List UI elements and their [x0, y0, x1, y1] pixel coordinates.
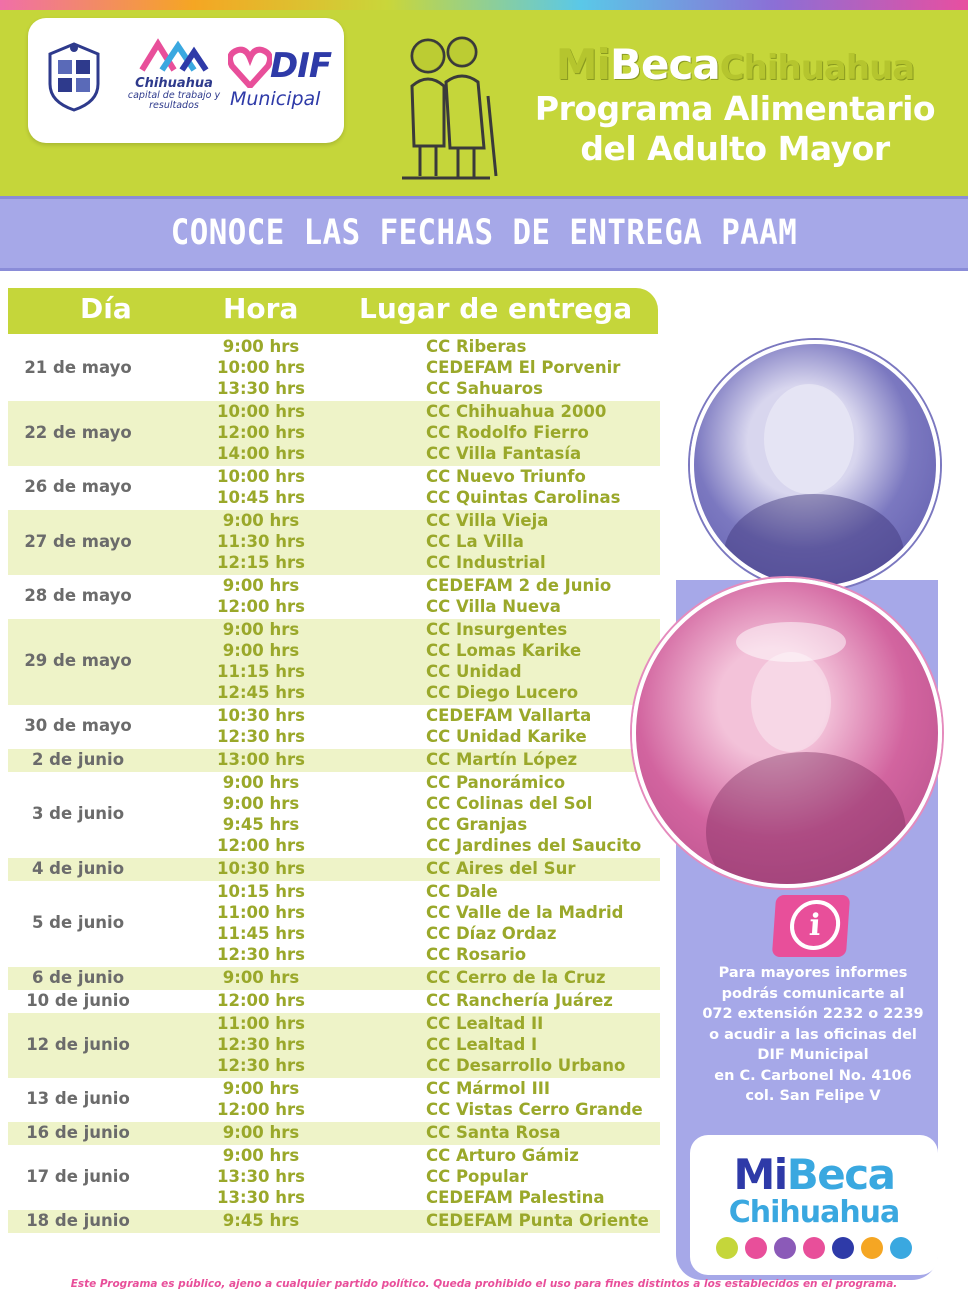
row-day: 21 de mayo [24, 357, 132, 377]
row-hour: 10:00 hrs [217, 402, 305, 421]
row-place: CC Martín López [426, 750, 578, 769]
row-hour: 11:00 hrs [217, 903, 305, 922]
row-day: 29 de mayo [24, 651, 132, 670]
table-row [8, 1210, 660, 1233]
row-place: CC Lealtad II [426, 1014, 544, 1033]
title-programa: Programa Alimentario [534, 89, 936, 128]
row-place: CC Unidad Karike [426, 727, 587, 746]
row-day: 18 de junio [26, 1210, 130, 1230]
program-icons [716, 1237, 916, 1261]
row-place: CC Vistas Cerro Grande [426, 1100, 643, 1119]
row-hour: 9:45 hrs [222, 815, 300, 834]
table-row [8, 1013, 660, 1078]
banner-text: CONOCE LAS FECHAS DE ENTREGA PAAM [170, 213, 798, 253]
table-row [8, 858, 660, 881]
disclaimer: Este Programa es público, ajeno a cualquier partido político. Queda prohibido el uso para fines distintos a los establecidos en el programa. [70, 1278, 898, 1290]
table-row [8, 510, 660, 575]
row-day: 28 de mayo [24, 586, 132, 605]
row-place: CC Díaz Ordaz [426, 924, 557, 943]
row-hour: 9:00 hrs [222, 773, 300, 792]
row-place: CC Quintas Carolinas [426, 488, 621, 507]
table-row [8, 772, 660, 858]
dif-municipal: Municipal [230, 88, 321, 110]
contact-line: col. San Felipe V [745, 1088, 881, 1104]
logo-beca: Beca [786, 1150, 895, 1199]
row-day: 2 de junio [31, 749, 125, 769]
row-hour: 9:00 hrs [222, 576, 300, 595]
title-mibeca [510, 40, 960, 89]
program-icon-4 [803, 1237, 825, 1259]
row-day: 13 de junio [26, 1089, 130, 1108]
row-place: CC Aires del Sur [426, 859, 576, 878]
row-hour: 10:15 hrs [217, 882, 305, 901]
row-hour: 12:00 hrs [217, 836, 305, 855]
row-hour: 9:00 hrs [222, 511, 300, 530]
row-hour: 9:00 hrs [222, 641, 300, 660]
row-day: 27 de mayo [24, 531, 132, 551]
row-place: CEDEFAM 2 de Junio [426, 576, 612, 595]
table-row [8, 1145, 660, 1210]
table-row [8, 1122, 660, 1145]
contact-line: podrás comunicarte al [721, 985, 905, 1002]
dif-logo [228, 44, 338, 114]
row-place: CC Sahuaros [426, 379, 543, 398]
table-row [8, 967, 660, 990]
logo-chihuahua: Chihuahua [728, 1195, 900, 1230]
row-place: CC Villa Vieja [426, 511, 549, 530]
program-icon-2 [745, 1237, 767, 1259]
row-day: 17 de junio [26, 1166, 130, 1186]
row-place: CC Villa Fantasía [426, 444, 582, 463]
row-hour: 12:45 hrs [217, 683, 305, 702]
row-hour: 9:00 hrs [222, 1146, 300, 1165]
row-place: CC Villa Nueva [426, 597, 561, 616]
row-place: CC Lealtad I [426, 1035, 538, 1054]
logo-mibeca [690, 1150, 938, 1199]
title-adulto-mayor: del Adulto Mayor [580, 129, 890, 168]
table-row [8, 401, 660, 466]
row-hour: 14:00 hrs [217, 444, 305, 463]
row-place: CEDEFAM El Porvenir [426, 358, 621, 377]
row-hour: 12:00 hrs [217, 597, 305, 616]
row-hour: 12:30 hrs [217, 945, 305, 964]
table-row [8, 705, 660, 749]
row-hour: 10:00 hrs [217, 467, 305, 486]
photo-elderly-man [632, 578, 942, 888]
title-chihuahua: Chihuahua [719, 48, 915, 88]
row-hour: 9:00 hrs [222, 337, 300, 356]
contact-line: DIF Municipal [757, 1047, 869, 1063]
header-hour: Hora [223, 292, 299, 325]
row-hour: 11:00 hrs [217, 1014, 305, 1033]
row-place: CC Riberas [426, 337, 527, 356]
city-seal-icon [42, 40, 106, 112]
row-day: 3 de junio [31, 804, 125, 823]
program-icon-1 [716, 1237, 738, 1259]
row-place: CC Chihuahua 2000 [426, 402, 607, 421]
row-place: CEDEFAM Palestina [426, 1188, 605, 1207]
title-beca: Beca [609, 40, 720, 89]
row-hour: 13:30 hrs [217, 1188, 305, 1207]
chihuahua-logo [124, 38, 224, 128]
rainbow-stripe [0, 0, 968, 10]
header-day: Día [80, 292, 132, 325]
row-hour: 9:00 hrs [222, 794, 300, 813]
program-icon-7 [890, 1237, 912, 1259]
row-hour: 9:00 hrs [222, 620, 300, 639]
city-name: Chihuahua [135, 76, 213, 91]
row-place: CC La Villa [426, 532, 524, 551]
logo-mi: Mi [733, 1150, 787, 1199]
row-place: CC Unidad [426, 662, 522, 681]
photo-elderly-woman [690, 340, 940, 590]
row-place: CC Arturo Gámiz [426, 1146, 579, 1165]
row-place: CC Rosario [426, 945, 527, 964]
info-icon: i [772, 895, 850, 957]
table-header [8, 288, 658, 334]
row-place: CC Cerro de la Cruz [426, 968, 606, 987]
table-row [8, 749, 660, 772]
row-hour: 9:00 hrs [222, 1079, 300, 1098]
row-hour: 11:45 hrs [217, 924, 305, 943]
row-place: CC Panorámico [426, 773, 566, 792]
table-row [8, 336, 660, 401]
row-day: 26 de mayo [24, 477, 132, 496]
row-hour: 10:30 hrs [217, 859, 305, 878]
row-place: CC Ranchería Juárez [426, 991, 613, 1010]
row-hour: 11:30 hrs [217, 532, 305, 551]
table-row [8, 1078, 660, 1122]
row-hour: 9:45 hrs [222, 1211, 300, 1230]
dif-word: DIF [270, 46, 332, 86]
row-place: CC Jardines del Saucito [426, 836, 642, 855]
row-hour: 10:45 hrs [217, 488, 305, 507]
row-hour: 13:30 hrs [217, 1167, 305, 1186]
row-hour: 12:30 hrs [217, 727, 305, 746]
row-day: 10 de junio [26, 990, 130, 1010]
row-hour: 10:00 hrs [217, 358, 305, 377]
table-row [8, 466, 660, 510]
header [0, 10, 968, 196]
program-icon-3 [774, 1237, 796, 1259]
table-row [8, 881, 660, 967]
row-place: CC Diego Lucero [426, 683, 579, 702]
row-hour: 12:15 hrs [217, 553, 305, 572]
table-row [8, 575, 660, 619]
mibeca-logo-card [690, 1135, 938, 1275]
program-icon-5 [832, 1237, 854, 1259]
row-place: CC Desarrollo Urbano [426, 1056, 626, 1075]
program-title [510, 40, 960, 190]
row-hour: 12:30 hrs [217, 1035, 305, 1054]
row-hour: 12:30 hrs [217, 1056, 305, 1075]
row-place: CC Industrial [426, 553, 546, 572]
row-place: CC Colinas del Sol [426, 794, 593, 813]
title-mi: Mi [555, 40, 610, 89]
logo-card [28, 18, 344, 143]
contact-line: o acudir a las oficinas del [709, 1026, 917, 1043]
row-place: CC Mármol III [426, 1079, 550, 1098]
row-hour: 12:00 hrs [217, 423, 305, 442]
row-place: CC Rodolfo Fierro [426, 423, 589, 442]
heart-icon [228, 46, 272, 88]
row-place: CC Lomas Karike [426, 641, 582, 660]
row-hour: 12:00 hrs [217, 991, 305, 1010]
banner [0, 196, 968, 271]
row-place: CC Insurgentes [426, 620, 568, 639]
row-place: CC Popular [426, 1167, 528, 1186]
row-place: CEDEFAM Vallarta [426, 706, 592, 725]
row-day: 22 de mayo [24, 422, 132, 442]
row-place: CC Granjas [426, 815, 528, 834]
row-day: 4 de junio [31, 858, 125, 878]
row-place: CC Dale [426, 882, 498, 901]
header-place: Lugar de entrega [359, 292, 633, 325]
row-place: CC Nuevo Triunfo [426, 467, 586, 486]
row-hour: 9:00 hrs [222, 968, 300, 987]
row-place: CEDEFAM Punta Oriente [426, 1211, 649, 1230]
row-place: CC Santa Rosa [426, 1123, 561, 1142]
row-day: 6 de junio [31, 967, 125, 987]
row-day: 12 de junio [26, 1034, 130, 1054]
row-hour: 13:30 hrs [217, 379, 305, 398]
city-tagline: capital de trabajo y resultados [127, 90, 221, 111]
row-day: 5 de junio [31, 913, 125, 932]
row-hour: 9:00 hrs [222, 1123, 300, 1142]
row-hour: 13:00 hrs [217, 750, 305, 769]
table-row [8, 619, 660, 705]
row-hour: 11:15 hrs [217, 662, 305, 681]
row-hour: 12:00 hrs [217, 1100, 305, 1119]
row-day: 16 de junio [26, 1122, 130, 1142]
program-icon-6 [861, 1237, 883, 1259]
contact-line: en C. Carbonel No. 4106 [714, 1067, 912, 1084]
row-place: CC Valle de la Madrid [426, 903, 624, 922]
elderly-couple-icon [380, 26, 510, 186]
row-hour: 10:30 hrs [217, 706, 305, 725]
contact-info [690, 963, 936, 1107]
contact-line: Para mayores informes [718, 965, 908, 981]
row-day: 30 de mayo [24, 716, 132, 735]
contact-line: 072 extensión 2232 o 2239 [702, 1006, 924, 1022]
mountain-logo-icon [124, 38, 224, 74]
table-row [8, 990, 660, 1013]
